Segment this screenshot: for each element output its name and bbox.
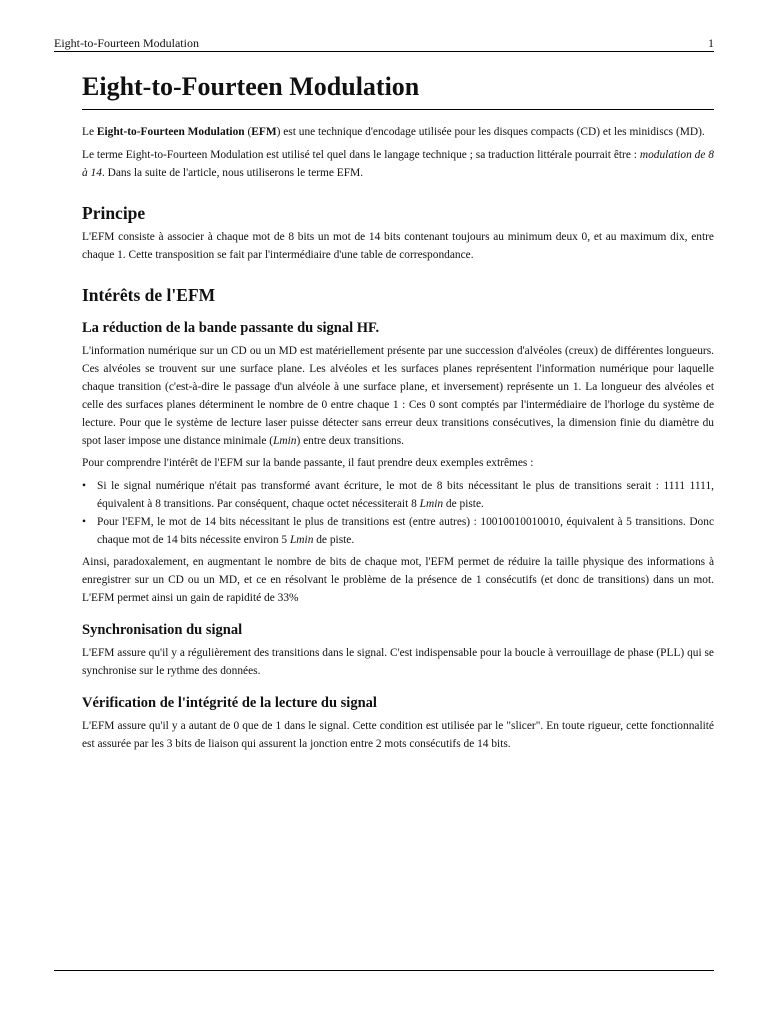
text-run: ( [244, 126, 252, 138]
text-run: . Dans la suite de l'article, nous utiliserons le terme EFM. [101, 166, 364, 179]
italic-lmin: Lmin [289, 533, 314, 546]
subsection-heading-bande-passante: La réduction de la bande passante du signal HF. [82, 319, 380, 336]
article-body [82, 70, 714, 758]
bande-paragraph-2: Pour comprendre l'intérêt de l'EFM sur la bande passante, il faut prendre deux exemples extrêmes : [82, 457, 534, 469]
text-run: L'information numérique sur un CD ou un MD est matériellement présente par une succession d'alvéoles (creux) de différentes longueurs. Ces alvéoles se trouvent sur une surface plane. Les alvéoles et les surfaces planes représentent l'information numérique pour laquelle chaque transition (c'est-à-dire le passage d'un alvéole à une surface plane, et inversement) représente un 1. La longueur des alvéoles et celle des surfaces planes déterminent le nombre de 0 entre chaque 1 : Ces 0 sont comptés par l'intermédiaire de l'horloge du système de lecture. Pour que le système de lecture laser puisse détecter sans erreur deux transitions consécutives, la dimension finie du diamètre du spot laser impose une distance minimale ( [82, 344, 714, 447]
italic-lmin: Lmin [419, 497, 444, 510]
text-run: ) est une technique d'encodage utilisée pour les disques compacts (CD) et les minidiscs (MD). [276, 126, 705, 138]
running-title: Eight-to-Fourteen Modulation [54, 36, 199, 50]
page-number: 1 [708, 36, 714, 50]
italic-translation: modulation de 8 à 14 [82, 148, 714, 179]
text-run: ) entre deux transitions. [296, 434, 405, 447]
text-run: Le [82, 126, 97, 138]
intro-paragraph-2 [82, 146, 714, 182]
italic-lmin: Lmin [273, 434, 297, 447]
sync-paragraph: L'EFM assure qu'il y a régulièrement des transitions dans le signal. C'est indispensable pour la boucle à verrouillage de phase (PLL) qui se synchronise sur le rythme des données. [82, 647, 714, 677]
subsection-heading-verification: Vérification de l'intégrité de la lecture du signal [82, 695, 377, 711]
footer-rule [54, 970, 714, 971]
section-heading-principe: Principe [82, 202, 146, 223]
bande-paragraph-3: Ainsi, paradoxalement, en augmentant le nombre de bits de chaque mot, l'EFM permet de réduire la taille physique des informations à enregistrer sur un CD ou un MD, et ce en résolvant le problème de la présence de 1 consécutifs (et donc de transitions) dans un mot. L'EFM permet ainsi un gain de rapidité de 33% [82, 556, 714, 604]
running-header [54, 35, 714, 52]
bande-paragraph-1 [82, 342, 714, 450]
section-heading-interets: Intérêts de l'EFM [82, 284, 216, 305]
text-run: Le terme Eight-to-Fourteen Modulation est utilisé tel quel dans le langage technique ; sa traduction littérale pourrait être : [82, 148, 640, 161]
text-run: Pour l'EFM, le mot de 14 bits nécessitant le plus de transitions est (entre autres) : 10010010010010, équivalent à 5 transitions. Donc chaque mot de 14 bits nécessite environ 5 [97, 515, 714, 546]
list-item [82, 477, 714, 513]
list-item [82, 513, 714, 549]
subsection-heading-synchronisation: Synchronisation du signal [82, 622, 243, 638]
bold-term: Eight-to-Fourteen Modulation [96, 126, 245, 138]
examples-list [82, 477, 714, 549]
page-title: Eight-to-Fourteen Modulation [82, 70, 714, 110]
bold-abbreviation: EFM [251, 126, 277, 138]
text-run: de piste. [313, 533, 355, 546]
intro-paragraph-1 [82, 123, 714, 141]
verif-paragraph: L'EFM assure qu'il y a autant de 0 que de 1 dans le signal. Cette condition est utilisée par le "slicer". En toute rigueur, cette fonctionnalité est assurée par les 3 bits de liaison qui assurent la jonction entre 2 mots consécutifs de 14 bits. [82, 720, 714, 750]
text-run: Si le signal numérique n'était pas transformé avant écriture, le mot de 8 bits nécessitant le plus de transitions serait : 1111 1111, équivalent à 8 transitions. Par conséquent, chaque octet nécessiterait 8 [97, 479, 714, 510]
text-run: de piste. [443, 497, 484, 510]
principe-paragraph: L'EFM consiste à associer à chaque mot de 8 bits un mot de 14 bits contenant toujours au minimum deux 0, et au maximum dix, entre chaque 1. Cette transposition se fait par l'intermédiaire d'une table de correspondance. [82, 230, 714, 261]
